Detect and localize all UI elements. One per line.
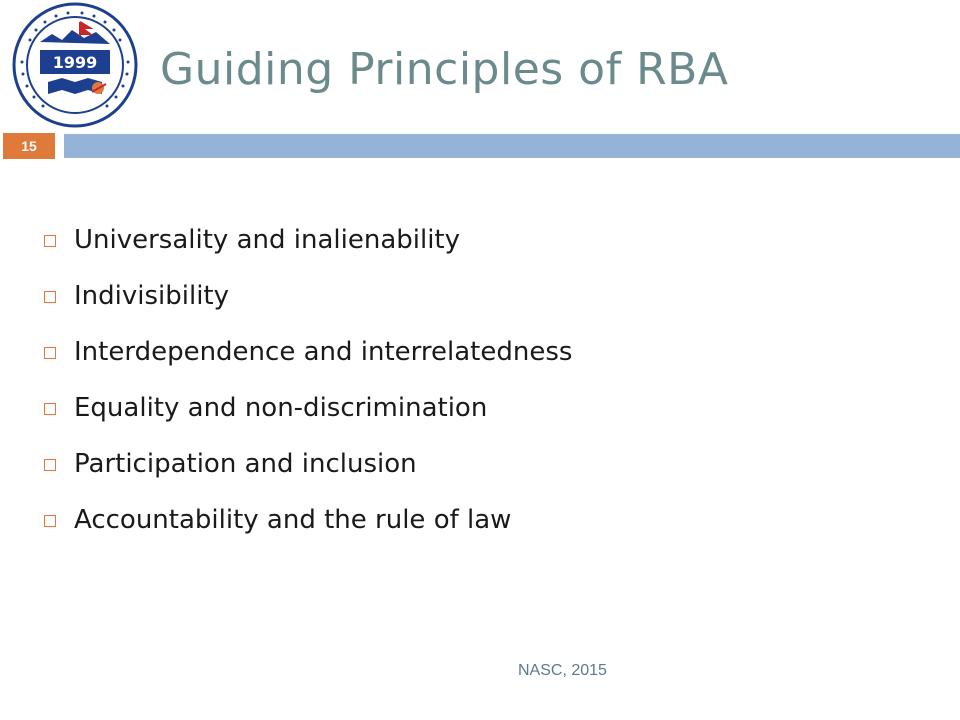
- list-item: [44, 268, 572, 324]
- bullet-text: Equality and non-discrimination: [74, 393, 488, 423]
- slide-number: 15: [3, 133, 55, 159]
- title-divider-bar: [64, 134, 960, 158]
- bullet-text: Participation and inclusion: [74, 449, 417, 479]
- square-bullet-icon: [44, 403, 56, 415]
- bullet-text: Indivisibility: [74, 281, 230, 311]
- bullet-text: Universality and inalienability: [74, 225, 461, 255]
- svg-text:1999: 1999: [52, 53, 98, 72]
- list-item: [44, 324, 572, 380]
- list-item: [44, 212, 572, 268]
- square-bullet-icon: [44, 291, 56, 303]
- bullet-text: Accountability and the rule of law: [74, 505, 512, 535]
- square-bullet-icon: [44, 347, 56, 359]
- square-bullet-icon: [44, 515, 56, 527]
- square-bullet-icon: [44, 235, 56, 247]
- square-bullet-icon: [44, 459, 56, 471]
- list-item: [44, 492, 572, 548]
- list-item: [44, 380, 572, 436]
- footer-text: NASC, 2015: [518, 662, 607, 679]
- slide-title: Guiding Principles of RBA: [160, 44, 729, 95]
- bullet-text: Interdependence and interrelatedness: [74, 337, 573, 367]
- nasc-seal-logo: [0, 0, 150, 130]
- list-item: [44, 436, 572, 492]
- bullet-list: [44, 212, 572, 548]
